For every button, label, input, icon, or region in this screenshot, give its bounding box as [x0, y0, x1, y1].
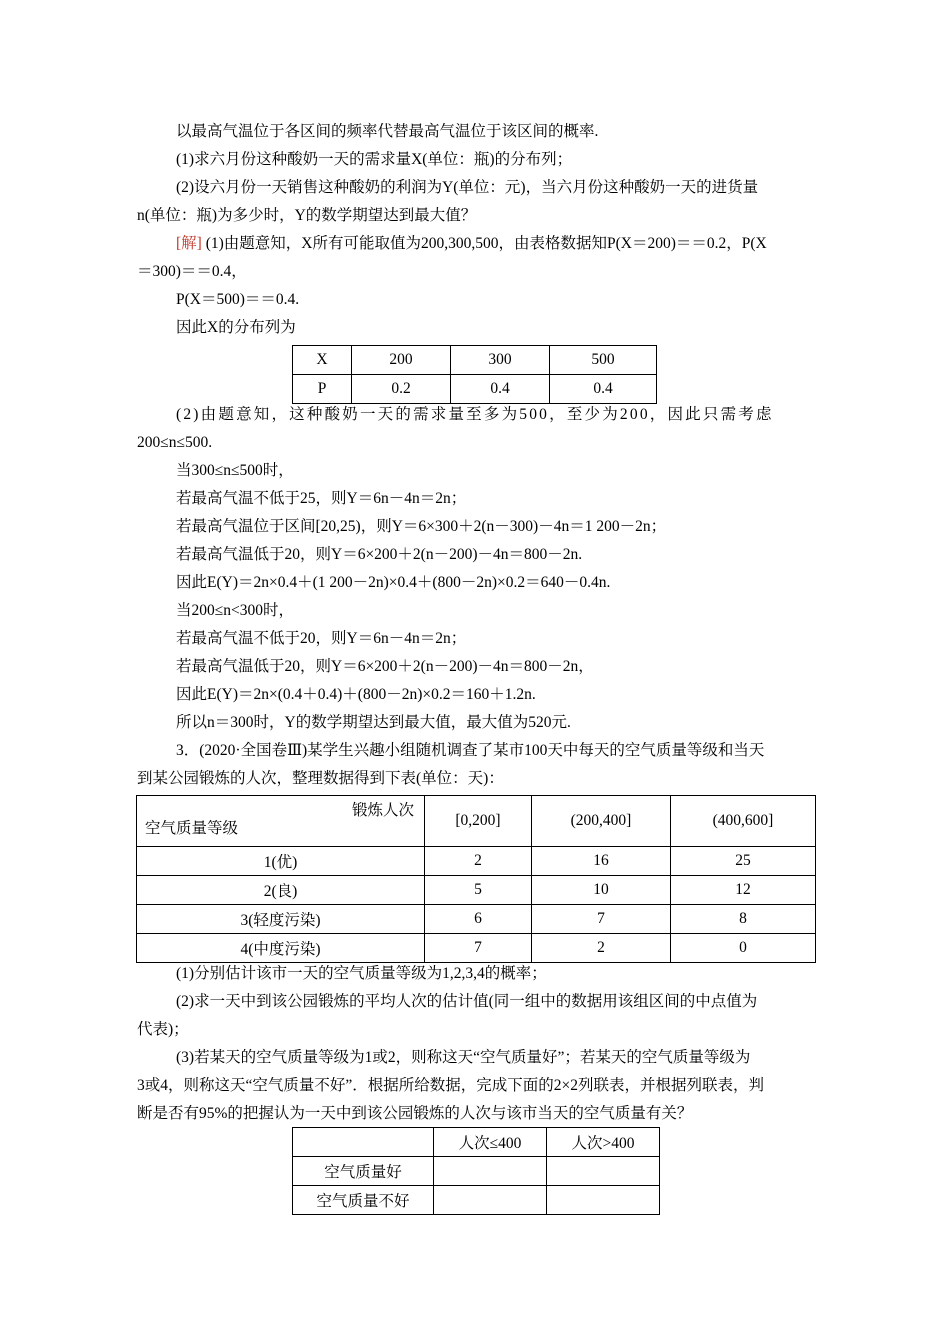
contingency-column-header: 人次≤400: [434, 1128, 547, 1157]
dist-cell: 0.2: [352, 375, 451, 404]
problem-3-line-2: 到某公园锻炼的人次，整理数据得到下表(单位：天)：: [137, 770, 504, 787]
table-cell: 7: [532, 905, 671, 934]
table-cell: 12: [671, 876, 816, 905]
problem-3-line-1: 3．(2020·全国卷Ⅲ)某学生兴趣小组随机调查了某市100天中每天的空气质量等级和当天: [176, 742, 765, 759]
contingency-column-header: 人次>400: [547, 1128, 660, 1157]
contingency-empty-cell: [434, 1186, 547, 1215]
solution-tag: [解]: [176, 235, 202, 252]
question-3-3-line-3: 断是否有95%的把握认为一天中到该公园锻炼的人次与该市当天的空气质量有关？: [137, 1105, 693, 1122]
contingency-empty-cell: [434, 1157, 547, 1186]
part-2-step: 所以n＝300时，Y的数学期望达到最大值，最大值为520元.: [176, 714, 571, 731]
solution-line-4: 因此X的分布列为: [176, 319, 296, 336]
dist-cell: 500: [550, 346, 657, 375]
table-cell: 5: [425, 876, 532, 905]
corner-top-label: 锻炼人次: [351, 802, 414, 819]
dist-cell: 0.4: [451, 375, 550, 404]
dist-cell: 0.4: [550, 375, 657, 404]
table-cell: 25: [671, 847, 816, 876]
part-2-step: 若最高气温不低于20，则Y＝6n－4n＝2n；: [176, 630, 467, 647]
part-2-step: 当200≤n<300时，: [176, 602, 294, 619]
part-2-line-2: 200≤n≤500.: [137, 434, 213, 451]
table-cell: 8: [671, 905, 816, 934]
question-2-line-2: n(单位：瓶)为多少时，Y的数学期望达到最大值？: [137, 207, 477, 224]
distribution-table: [292, 345, 657, 404]
question-3-3-line-1: (3)若某天的空气质量等级为1或2，则称这天“空气质量好”；若某天的空气质量等级为: [176, 1049, 751, 1066]
part-2-line-1: (2)由题意知，这种酸奶一天的需求量至多为500，至少为200，因此只需考虑: [176, 406, 774, 423]
column-header: (200,400]: [532, 796, 671, 847]
part-2-step: 若最高气温不低于25，则Y＝6n－4n＝2n；: [176, 490, 467, 507]
table-cell: 2: [532, 934, 671, 963]
part-2-step: 若最高气温位于区间[20,25)，则Y＝6×300＋2(n－300)－4n＝1 200－2n；: [176, 518, 667, 535]
table-corner-cell: [137, 796, 425, 847]
dist-cell: 300: [451, 346, 550, 375]
question-3-3-line-2: 3或4，则称这天“空气质量不好”．根据所给数据，完成下面的2×2列联表，并根据列联表，判: [137, 1077, 765, 1094]
solution-text: (1)由题意知，X所有可能取值为200,300,500，由表格数据知P(X＝200)＝＝0.2，P(X: [205, 235, 767, 252]
row-label: 3(轻度污染): [137, 905, 425, 934]
dist-header-p: P: [293, 375, 352, 404]
solution-line-2: ＝300)＝＝0.4，: [137, 263, 247, 280]
table-cell: 6: [425, 905, 532, 934]
intro-line: 以最高气温位于各区间的频率代替最高气温位于该区间的概率.: [176, 123, 599, 140]
row-label: 1(优): [137, 847, 425, 876]
dist-cell: 200: [352, 346, 451, 375]
part-2-step: 若最高气温低于20，则Y＝6×200＋2(n－200)－4n＝800－2n.: [176, 546, 583, 563]
column-header: [0,200]: [425, 796, 532, 847]
row-label: 4(中度污染): [137, 934, 425, 963]
contingency-table: [292, 1127, 660, 1215]
part-2-step: 当300≤n≤500时，: [176, 462, 294, 479]
air-quality-table: [136, 795, 816, 963]
part-2-step: 因此E(Y)＝2n×0.4＋(1 200－2n)×0.4＋(800－2n)×0.2＝640－0.4n.: [176, 574, 611, 591]
part-2-step: 因此E(Y)＝2n×(0.4＋0.4)＋(800－2n)×0.2＝160＋1.2n.: [176, 686, 536, 703]
question-3-2-line-2: 代表)；: [137, 1021, 189, 1038]
question-2-line-1: (2)设六月份一天销售这种酸奶的利润为Y(单位：元)，当六月份这种酸奶一天的进货量: [176, 179, 759, 196]
row-label: 2(良): [137, 876, 425, 905]
dist-header-x: X: [293, 346, 352, 375]
corner-bottom-label: 空气质量等级: [145, 820, 239, 837]
table-cell: 10: [532, 876, 671, 905]
question-3-1: (1)分别估计该市一天的空气质量等级为1,2,3,4的概率；: [176, 965, 547, 982]
contingency-row-label: 空气质量不好: [293, 1186, 434, 1215]
contingency-corner: [293, 1128, 434, 1157]
table-cell: 2: [425, 847, 532, 876]
table-cell: 7: [425, 934, 532, 963]
question-1: (1)求六月份这种酸奶一天的需求量X(单位：瓶)的分布列；: [176, 151, 573, 168]
table-cell: 16: [532, 847, 671, 876]
column-header: (400,600]: [671, 796, 816, 847]
solution-line-3: P(X＝500)＝＝0.4.: [176, 291, 300, 308]
solution-line-1: [176, 233, 767, 255]
contingency-empty-cell: [547, 1186, 660, 1215]
question-3-2-line-1: (2)求一天中到该公园锻炼的平均人次的估计值(同一组中的数据用该组区间的中点值为: [176, 993, 758, 1010]
part-2-step: 若最高气温低于20，则Y＝6×200＋2(n－200)－4n＝800－2n，: [176, 658, 594, 675]
contingency-row-label: 空气质量好: [293, 1157, 434, 1186]
contingency-empty-cell: [547, 1157, 660, 1186]
table-cell: 0: [671, 934, 816, 963]
